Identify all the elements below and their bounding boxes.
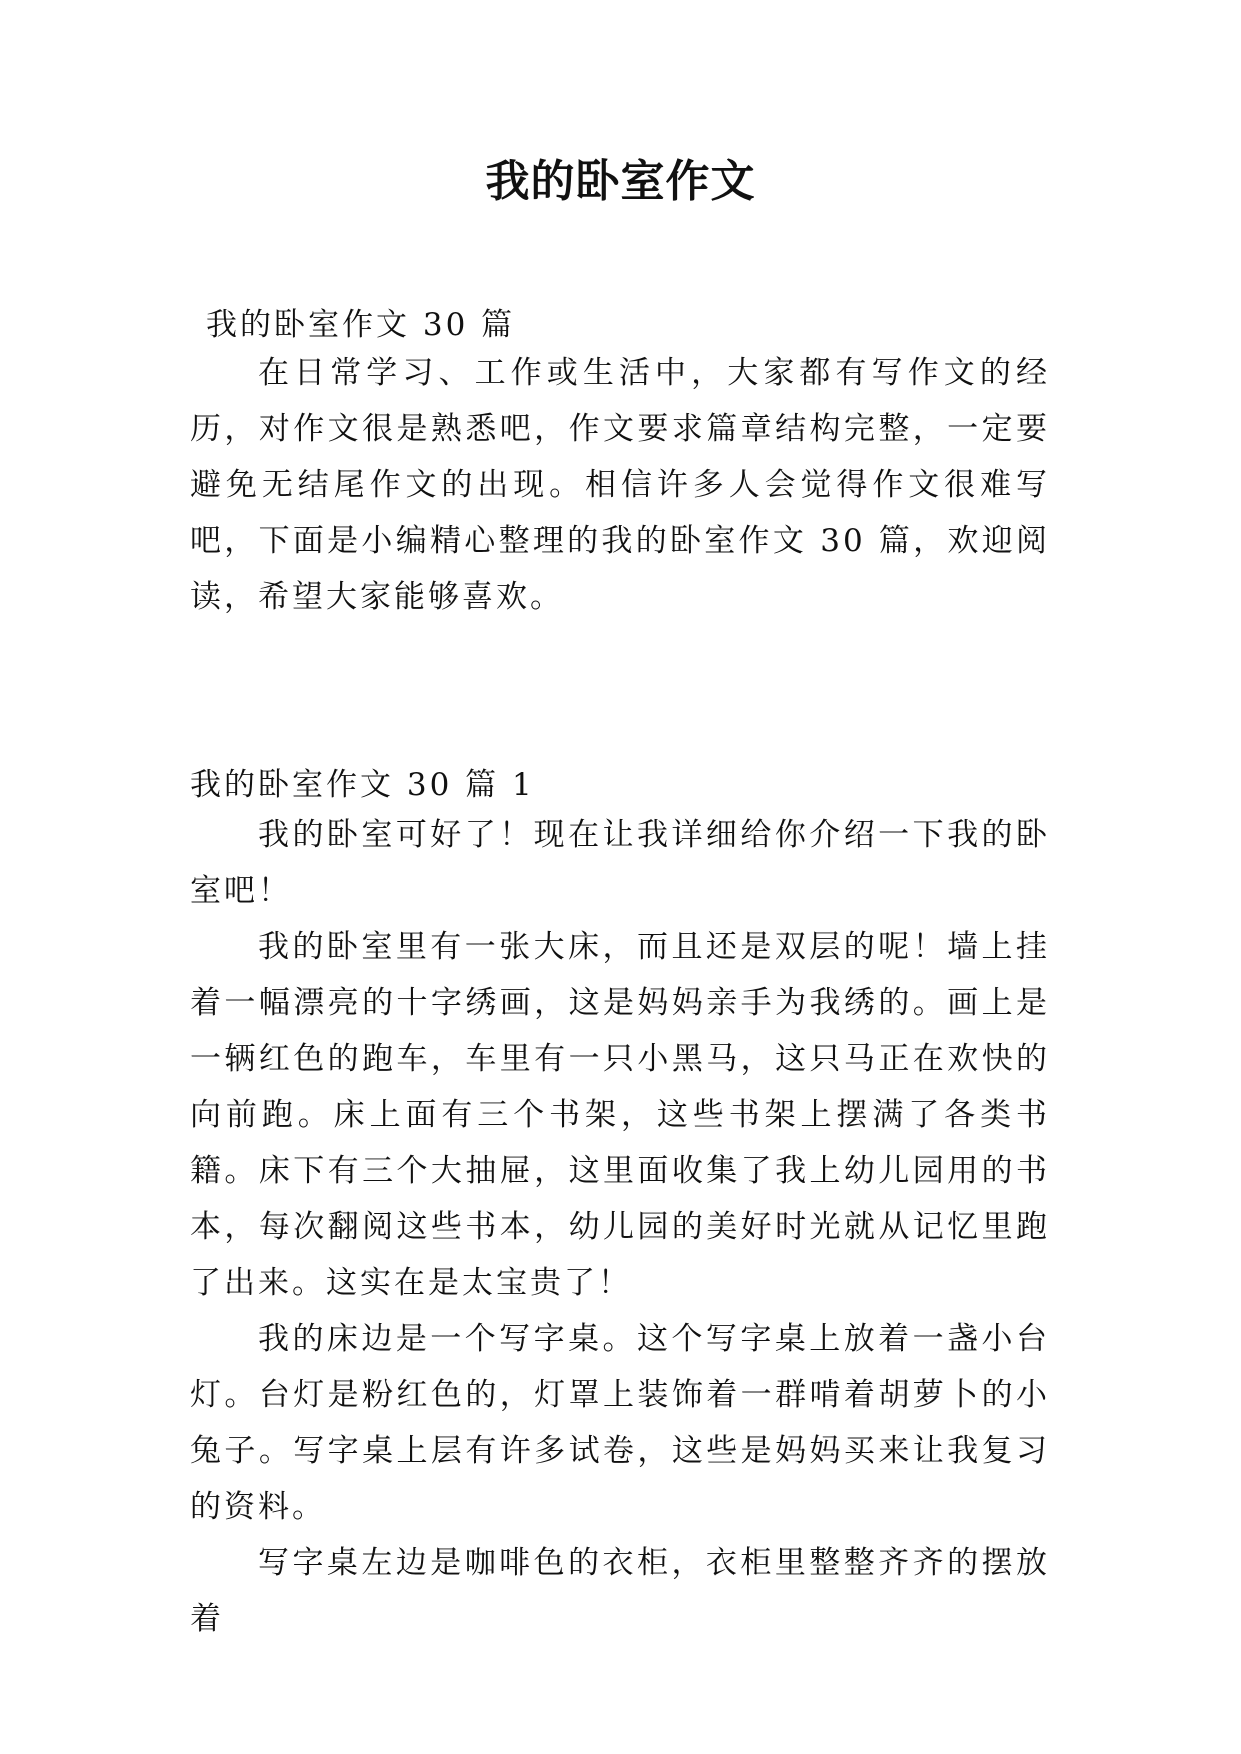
paragraph-4: 写字桌左边是咖啡色的衣柜，衣柜里整整齐齐的摆放着 bbox=[190, 1545, 1050, 1637]
paragraph-3: 我的床边是一个写字桌。这个写字桌上放着一盏小台灯。台灯是粉红色的，灯罩上装饰着一群啃着胡萝卜的小兔子。写字桌上层有许多试卷，这些是妈妈买来让我复习的资料。 bbox=[190, 1321, 1050, 1525]
section-heading: 我的卧室作文 30 篇 1 bbox=[190, 767, 535, 803]
document-subtitle: 我的卧室作文 30 篇 bbox=[206, 307, 516, 343]
section-content bbox=[190, 807, 1050, 1647]
paragraph-2: 我的卧室里有一张大床，而且还是双层的呢！墙上挂着一幅漂亮的十字绣画，这是妈妈亲手为我绣的。画上是一辆红色的跑车，车里有一只小黑马，这只马正在欢快的向前跑。床上面有三个书架，这些书架上摆满了各类书籍。床下有三个大抽屉，这里面收集了我上幼儿园用的书本，每次翻阅这些书本，幼儿园的美好时光就从记忆里跑了出来。这实在是太宝贵了！ bbox=[190, 929, 1050, 1301]
document-title: 我的卧室作文 bbox=[485, 156, 756, 207]
paragraph-1: 我的卧室可好了！现在让我详细给你介绍一下我的卧室吧！ bbox=[190, 817, 1050, 909]
intro-paragraph: 在日常学习、工作或生活中，大家都有写作文的经历，对作文很是熟悉吧，作文要求篇章结构完整，一定要避免无结尾作文的出现。相信许多人会觉得作文很难写吧，下面是小编精心整理的我的卧室作文 30 篇，欢迎阅读，希望大家能够喜欢。 bbox=[190, 355, 1050, 615]
